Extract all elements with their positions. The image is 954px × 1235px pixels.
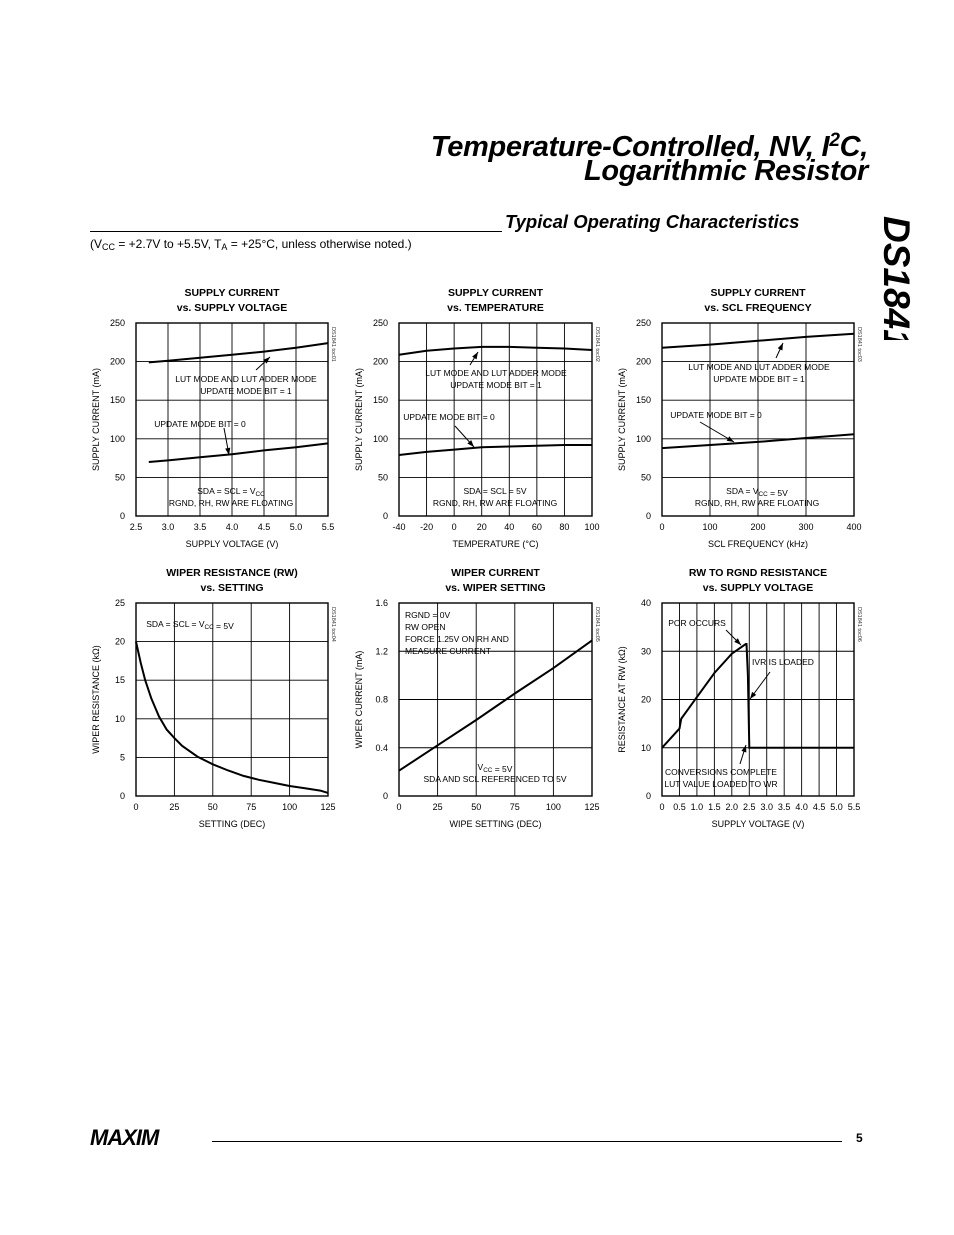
chart-3-y-label: SUPPLY CURRENT (mA): [617, 367, 627, 472]
chart-5-y-tick: 0: [382, 791, 388, 801]
chart-2-x-tick: -20: [420, 522, 434, 532]
chart-2-x-tick: 20: [476, 522, 487, 532]
chart-2-x-tick: 40: [504, 522, 515, 532]
chart-3-x-tick: 200: [750, 522, 766, 532]
chart-4-title-line1: WIPER RESISTANCE (RW): [166, 567, 298, 579]
chart-1-annotation: LUT MODE AND LUT ADDER MODE: [175, 374, 317, 384]
chart-6-x-tick: 3.0: [760, 802, 773, 812]
chart-3-annotation: RGND, RH, RW ARE FLOATING: [694, 498, 820, 508]
chart-3-annotation: UPDATE MODE BIT = 0: [670, 410, 762, 420]
chart-5-annotation: FORCE 1.25V ON RH AND: [405, 634, 509, 644]
chart-3-y-tick: 0: [645, 511, 651, 521]
chart-6-title-line1: RW TO RGND RESISTANCE: [688, 567, 828, 579]
chart-3-x-tick: 400: [846, 522, 862, 532]
section-title: Typical Operating Characteristics: [505, 211, 800, 232]
chart-1-annotation: SDA = SCL = $V_{CC}$: [197, 486, 265, 498]
maxim-logo: [90, 1125, 202, 1149]
chart-6-y-tick: 40: [640, 598, 651, 608]
chart-2-y-tick: 100: [372, 433, 388, 444]
chart-3-title-line2: vs. SCL FREQUENCY: [704, 302, 812, 314]
chart-5-annotation: RGND = 0V: [405, 610, 451, 620]
chart-6-x-label: SUPPLY VOLTAGE (V): [711, 819, 805, 829]
chart-2-title-line2: vs. TEMPERATURE: [447, 302, 544, 314]
chart-3-code: DS1841 toc03: [856, 327, 862, 362]
chart-3-annotation: UPDATE MODE BIT = 1: [713, 374, 805, 384]
title-superscript: 2: [829, 130, 840, 151]
chart-3-annotation: SDA = $V_{CC} = 5V$: [726, 486, 788, 498]
chart-5-annotation: $V_{CC} = 5V$: [477, 762, 513, 774]
chart-1-series-2: [149, 443, 328, 462]
chart-2-annotation: UPDATE MODE BIT = 0: [403, 412, 495, 422]
chart-6-x-tick: 2.0: [725, 802, 739, 812]
chart-4-y-label: WIPER RESISTANCE (kΩ): [91, 645, 101, 754]
chart-2-annotation: LUT MODE AND LUT ADDER MODE: [425, 368, 567, 378]
chart-6-title-line2: vs. SUPPLY VOLTAGE: [702, 582, 814, 594]
chart-5-x-tick: 75: [509, 802, 520, 812]
chart-5-x-tick: 0: [396, 802, 402, 812]
chart-2-x-label: TEMPERATURE (°C): [452, 539, 539, 549]
chart-1-x-tick: 4.0: [225, 522, 239, 532]
chart-2-annotation: UPDATE MODE BIT = 1: [450, 380, 542, 390]
title-prefix: Temperature-Controlled, NV, I: [430, 131, 830, 163]
chart-6-y-tick: 10: [640, 742, 651, 753]
chart-4-title-line2: vs. SETTING: [200, 582, 264, 594]
chart-1-y-tick: 150: [109, 395, 125, 406]
chart-3-title-line1: SUPPLY CURRENT: [710, 287, 806, 299]
chart-6-x-tick: 0: [659, 802, 665, 812]
chart-1-y-label: SUPPLY CURRENT (mA): [91, 367, 101, 472]
chart-3-x-tick: 300: [798, 522, 814, 532]
chart-1-x-tick: 5.5: [321, 522, 335, 532]
chart-4-annotation: SDA = SCL = $V_{CC} = 5V$: [146, 619, 234, 631]
chart-1-x-tick: 5.0: [289, 522, 303, 532]
chart-4-x-tick: 25: [169, 802, 180, 812]
chart-2-y-label: SUPPLY CURRENT (mA): [354, 367, 364, 472]
chart-1-y-tick: 100: [109, 433, 125, 444]
chart-6-annotation: LUT VALUE LOADED TO WR: [664, 779, 778, 789]
chart-3-y-tick: 150: [635, 395, 651, 406]
chart-5-title-line1: WIPER CURRENT: [451, 567, 540, 579]
chart-4-y-tick: 25: [114, 598, 125, 608]
chart-6-y-label: RESISTANCE AT RW (kΩ): [617, 646, 627, 753]
chart-3-x-tick: 100: [702, 522, 718, 532]
chart-2-y-tick: 250: [372, 318, 388, 328]
chart-3-y-tick: 100: [635, 433, 651, 444]
chart-2-annotation: SDA = SCL = 5V: [463, 486, 527, 496]
chart-1-annotation: UPDATE MODE BIT = 1: [200, 386, 292, 396]
chart-4-y-tick: 10: [114, 713, 125, 724]
chart-6-x-tick: 3.5: [777, 802, 791, 812]
chart-6-x-tick: 5.0: [830, 802, 843, 812]
chart-2-x-tick: -40: [392, 522, 406, 532]
chart-6-y-tick: 20: [640, 694, 651, 705]
chart-6-annotation: IVR IS LOADED: [752, 657, 814, 667]
chart-1-title-line1: SUPPLY CURRENT: [184, 287, 280, 299]
chart-1-x-tick: 3.0: [161, 522, 175, 532]
page-number: 5: [856, 1131, 863, 1145]
chart-6-y-tick: 0: [645, 791, 651, 801]
chart-2-x-tick: 0: [451, 522, 457, 532]
chart-3-y-tick: 200: [635, 356, 651, 367]
chart-4-x-tick: 0: [133, 802, 139, 812]
chart-5-annotation: SDA AND SCL REFERENCED TO 5V: [423, 774, 567, 784]
conditions-text: ($V_{CC} = +2.7V$ to +5.5V, $T_A = +25^\circ C$, unless otherwise noted.): [90, 237, 412, 252]
chart-6-x-tick: 1.5: [708, 802, 721, 812]
chart-1-code: DS1841 toc01: [330, 327, 336, 362]
part-number-text: DS1841: [876, 216, 917, 340]
footer-rule: [212, 1141, 842, 1142]
chart-3-y-tick: 50: [640, 472, 651, 483]
chart-5-series-1: [399, 640, 592, 770]
chart-5-x-label: WIPE SETTING (DEC): [449, 819, 542, 829]
chart-4-series-1: [136, 642, 328, 793]
chart-2-annotation: RGND, RH, RW ARE FLOATING: [432, 498, 558, 508]
chart-6-x-tick: 0.5: [673, 802, 686, 812]
chart-4-x-tick: 100: [282, 802, 298, 812]
chart-2-x-tick: 100: [584, 522, 600, 532]
chart-6-y-tick: 30: [640, 646, 651, 657]
chart-6-x-tick: 5.5: [847, 802, 861, 812]
chart-5-y-tick: 0.8: [375, 694, 388, 705]
chart-2-y-tick: 50: [377, 472, 388, 483]
chart-4-x-tick: 50: [207, 802, 218, 812]
chart-5-y-tick: 1.2: [375, 646, 388, 657]
chart-4-y-tick: 15: [114, 675, 125, 686]
chart-1-x-label: SUPPLY VOLTAGE (V): [185, 539, 279, 549]
chart-2-y-tick: 0: [382, 511, 388, 521]
chart-3-x-tick: 0: [659, 522, 665, 532]
chart-2-series-2: [399, 445, 592, 455]
chart-4-x-label: SETTING (DEC): [198, 819, 266, 829]
chart-4-y-tick: 20: [114, 636, 125, 647]
chart-6-x-tick: 4.0: [795, 802, 808, 812]
chart-3-y-tick: 250: [635, 318, 651, 328]
chart-4-x-tick: 125: [320, 802, 336, 812]
chart-5-x-tick: 125: [584, 802, 600, 812]
chart-3-arrow-1-head: [778, 343, 783, 350]
chart-2-arrow-1-head: [472, 352, 478, 359]
chart-1-series-1: [149, 343, 328, 362]
chart-5-code: DS1841 toc05: [594, 607, 600, 642]
chart-6-x-tick: 4.5: [812, 802, 826, 812]
chart-5-y-tick: 0.4: [375, 742, 388, 753]
maxim-logo-text: MAXIM: [90, 1125, 159, 1149]
chart-5-x-tick: 100: [545, 802, 561, 812]
chart-5-y-label: WIPER CURRENT (mA): [354, 650, 364, 749]
chart-1-x-tick: 2.5: [129, 522, 143, 532]
chart-1-y-tick: 50: [114, 472, 125, 483]
title-suffix: C,: [839, 131, 868, 163]
chart-2-y-tick: 150: [372, 395, 388, 406]
chart-4-x-tick: 75: [246, 802, 257, 812]
chart-5-annotation: MEASURE CURRENT: [405, 646, 491, 656]
chart-4-y-tick: 0: [119, 791, 125, 801]
chart-5-y-tick: 1.6: [375, 598, 388, 608]
chart-6-x-tick: 2.5: [743, 802, 756, 812]
chart-4-y-tick: 5: [119, 752, 125, 763]
chart-6-annotation: POR OCCURS: [668, 618, 726, 628]
chart-5-x-tick: 50: [471, 802, 482, 812]
chart-4-frame: [136, 603, 328, 796]
chart-6-arrow-2-head: [750, 692, 756, 699]
chart-2-title-line1: SUPPLY CURRENT: [447, 287, 544, 299]
chart-2-y-tick: 200: [372, 356, 388, 367]
chart-1-x-tick: 3.5: [193, 522, 207, 532]
chart-3-annotation: LUT MODE AND LUT ADDER MODE: [688, 362, 830, 372]
chart-1-title-line2: vs. SUPPLY VOLTAGE: [176, 302, 288, 314]
chart-5-x-tick: 25: [432, 802, 443, 812]
chart-5-annotation: RW OPEN: [405, 622, 446, 632]
chart-5-title-line2: vs. WIPER SETTING: [445, 582, 546, 594]
chart-1-y-tick: 0: [119, 511, 125, 521]
chart-1-x-tick: 4.5: [257, 522, 271, 532]
title-line-2: Logarithmic Resistor: [583, 155, 868, 187]
chart-1-annotation: UPDATE MODE BIT = 0: [154, 419, 246, 429]
chart-2-code: DS1841 toc02: [594, 327, 600, 362]
chart-6-code: DS1841 toc06: [856, 607, 862, 642]
chart-2-series-1: [399, 347, 592, 355]
chart-6-arrow-3-head: [741, 745, 746, 752]
chart-6-annotation: CONVERSIONS COMPLETE: [665, 767, 777, 777]
chart-4-code: DS1841 toc04: [330, 607, 336, 642]
chart-3-x-label: SCL FREQUENCY (kHz): [707, 539, 809, 549]
chart-1-y-tick: 200: [109, 356, 125, 367]
chart-1-y-tick: 250: [109, 318, 125, 328]
chart-2-x-tick: 80: [559, 522, 570, 532]
chart-2-x-tick: 60: [531, 522, 542, 532]
chart-6-x-tick: 1.0: [690, 802, 704, 812]
chart-1-annotation: RGND, RH, RW ARE FLOATING: [168, 498, 294, 508]
